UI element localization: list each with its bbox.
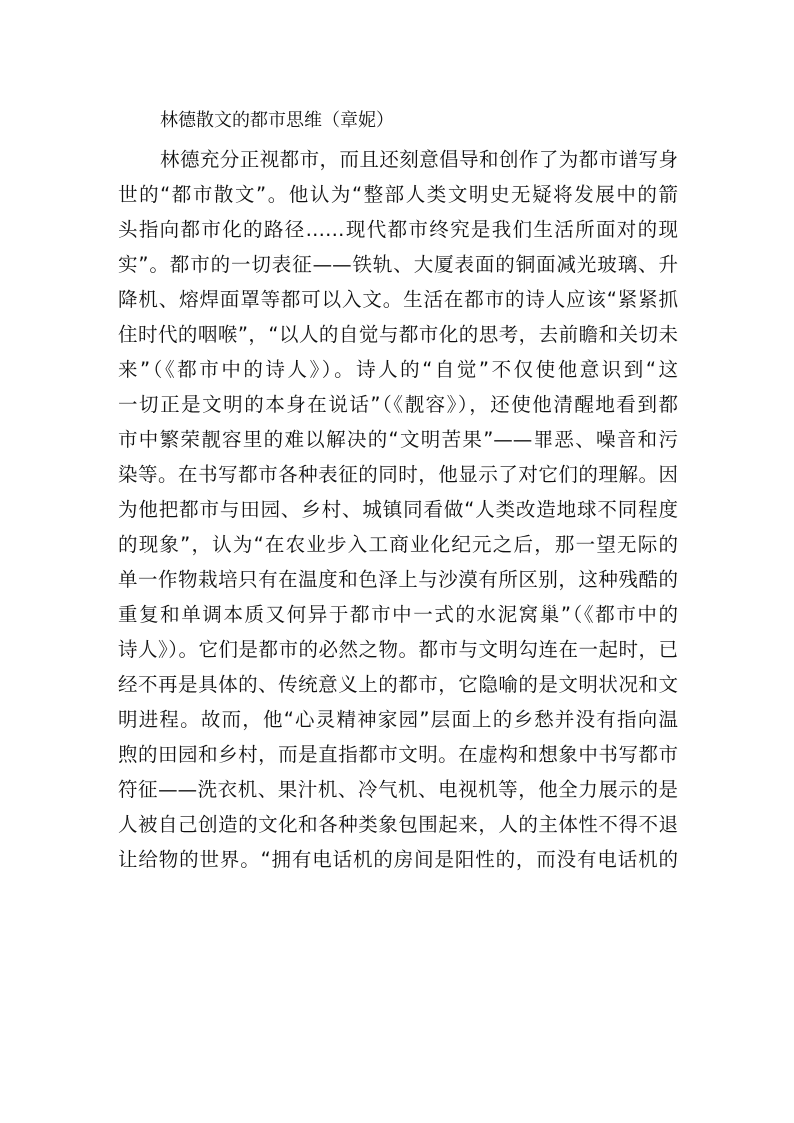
text-line: 煦的田园和乡村，而是直指都市文明。在虚构和想象中书写都市 xyxy=(118,743,678,766)
text-line: 实”。都市的一切表征——铁轨、大厦表面的铜面减光玻璃、升 xyxy=(118,253,678,276)
text-line: 一切正是文明的本身在说话”（《靓容》），还使他清醒地看到都 xyxy=(118,393,678,416)
text-line: 为他把都市与田园、乡村、城镇同看做“人类改造地球不同程度 xyxy=(118,498,678,521)
text-line: 染等。在书写都市各种表征的同时，他显示了对它们的理解。因 xyxy=(118,463,678,486)
document-title: 林德散文的都市思维（章妮） xyxy=(160,110,394,131)
text-line: 的现象”，认为“在农业步入工商业化纪元之后，那一望无际的 xyxy=(118,533,678,556)
text-line: 人被自己创造的文化和各种类象包围起来，人的主体性不得不退 xyxy=(118,813,678,836)
text-line: 诗人》）。它们是都市的必然之物。都市与文明勾连在一起时，已 xyxy=(118,638,678,661)
text-line: 符征——洗衣机、果汁机、冷气机、电视机等，他全力展示的是 xyxy=(118,778,678,801)
text-line: 单一作物栽培只有在温度和色泽上与沙漠有所区别，这种残酷的 xyxy=(118,568,678,591)
document-body xyxy=(118,100,678,877)
text-line: 林德充分正视都市，而且还刻意倡导和创作了为都市谱写身 xyxy=(160,148,678,171)
text-line: 市中繁荣靓容里的难以解决的“文明苦果”——罪恶、噪音和污 xyxy=(118,428,678,451)
text-line: 让给物的世界。“拥有电话机的房间是阳性的，而没有电话机的 xyxy=(118,848,678,871)
text-line: 来”（《都市中的诗人》）。诗人的“自觉”不仅使他意识到“这 xyxy=(118,358,678,381)
text-line: 重复和单调本质又何异于都市中一式的水泥窝巢”（《都市中的 xyxy=(118,603,678,626)
text-line: 降机、熔焊面罩等都可以入文。生活在都市的诗人应该“紧紧抓 xyxy=(118,288,678,311)
text-line: 住时代的咽喉”，“以人的自觉与都市化的思考，去前瞻和关切未 xyxy=(118,323,678,346)
text-line: 头指向都市化的路径……现代都市终究是我们生活所面对的现 xyxy=(118,218,678,241)
text-line: 明进程。故而，他“心灵精神家园”层面上的乡愁并没有指向温 xyxy=(118,708,678,731)
text-line: 经不再是具体的、传统意义上的都市，它隐喻的是文明状况和文 xyxy=(118,673,678,696)
text-line: 世的“都市散文”。他认为“整部人类文明史无疑将发展中的箭 xyxy=(118,183,678,206)
paragraph xyxy=(118,142,678,877)
